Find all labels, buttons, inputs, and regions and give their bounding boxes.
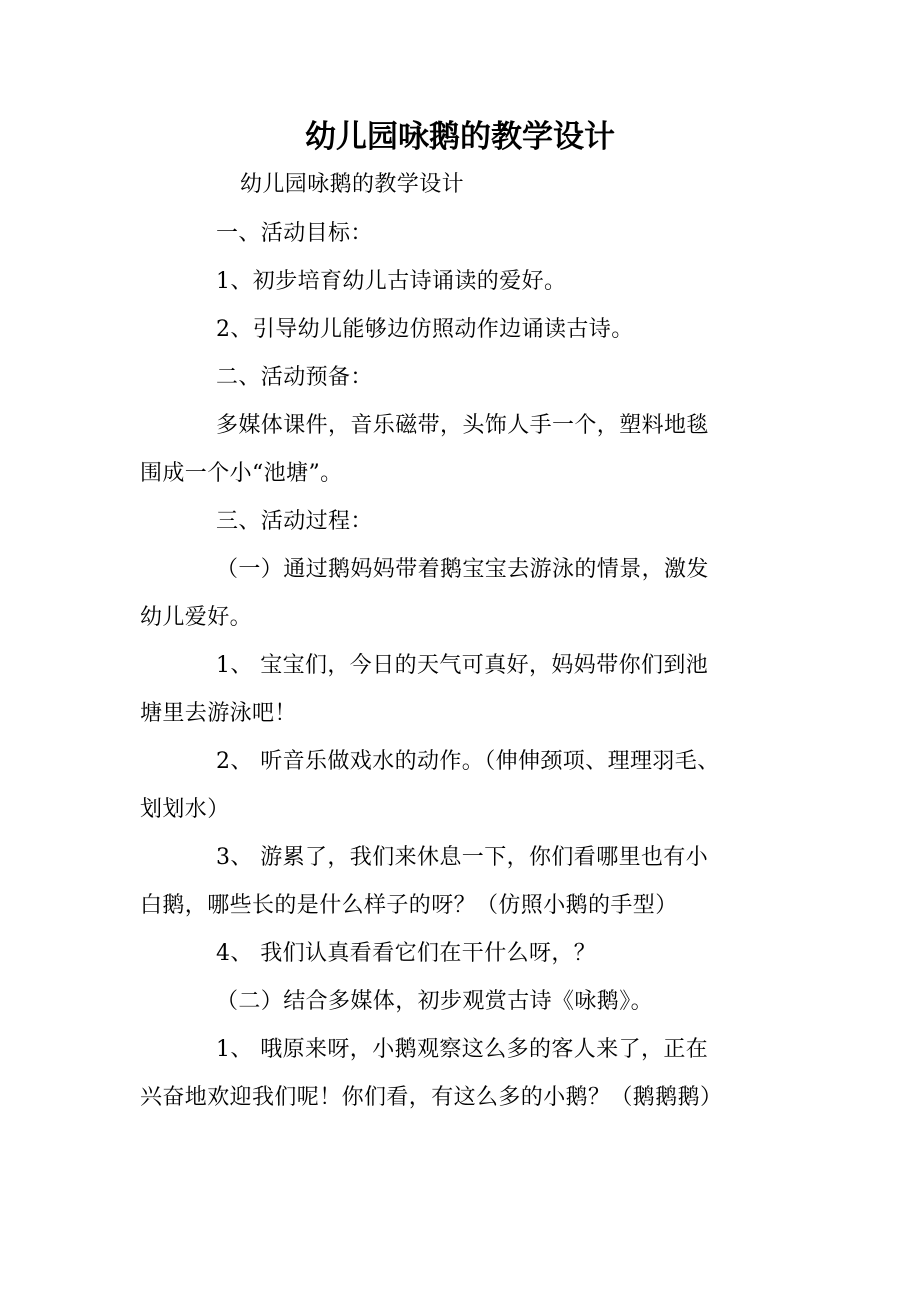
paragraph-line: 围成一个小“池塘”。 [140,461,343,486]
paragraph-line: 4、 我们认真看看它们在干什么呀，？ [216,941,597,966]
paragraph-line: 1、 宝宝们，今日的天气可真好，妈妈带你们到池 [216,653,709,678]
paragraph-line: 2、 听音乐做戏水的动作。（伸伸颈项、理理羽毛、 [216,749,720,774]
paragraph-line: 3、 游累了，我们来休息一下，你们看哪里也有小 [216,845,709,870]
paragraph-line: 白鹅，哪些长的是什么样子的呀？（仿照小鹅的手型） [140,893,678,918]
paragraph-line: 兴奋地欢迎我们呢！你们看，有这么多的小鹅？（鹅鹅鹅） [140,1085,723,1110]
section-heading: 三、活动过程： [216,509,373,534]
paragraph-line: 1、初步培育幼儿古诗诵读的爱好。 [216,269,567,294]
paragraph-line: 划划水） [140,797,230,822]
paragraph-line: （二）结合多媒体，初步观赏古诗《咏鹅》。 [216,989,654,1014]
paragraph-line: 塘里去游泳吧！ [140,701,297,726]
paragraph-line: 多媒体课件，音乐磁带，头饰人手一个，塑料地毯 [216,413,709,438]
paragraph-line: 1、 哦原来呀，小鹅观察这么多的客人来了，正在 [216,1037,709,1062]
document-title: 幼儿园咏鹅的教学设计 [305,119,615,155]
paragraph-line: 幼儿爱好。 [140,605,253,630]
paragraph-line: 2、引导幼儿能够边仿照动作边诵读古诗。 [216,317,634,342]
paragraph-line: （一）通过鹅妈妈带着鹅宝宝去游泳的情景，激发 [216,557,709,582]
subtitle-line: 幼儿园咏鹅的教学设计 [240,172,465,197]
section-heading: 二、活动预备： [216,365,373,390]
section-heading: 一、活动目标： [216,221,373,246]
